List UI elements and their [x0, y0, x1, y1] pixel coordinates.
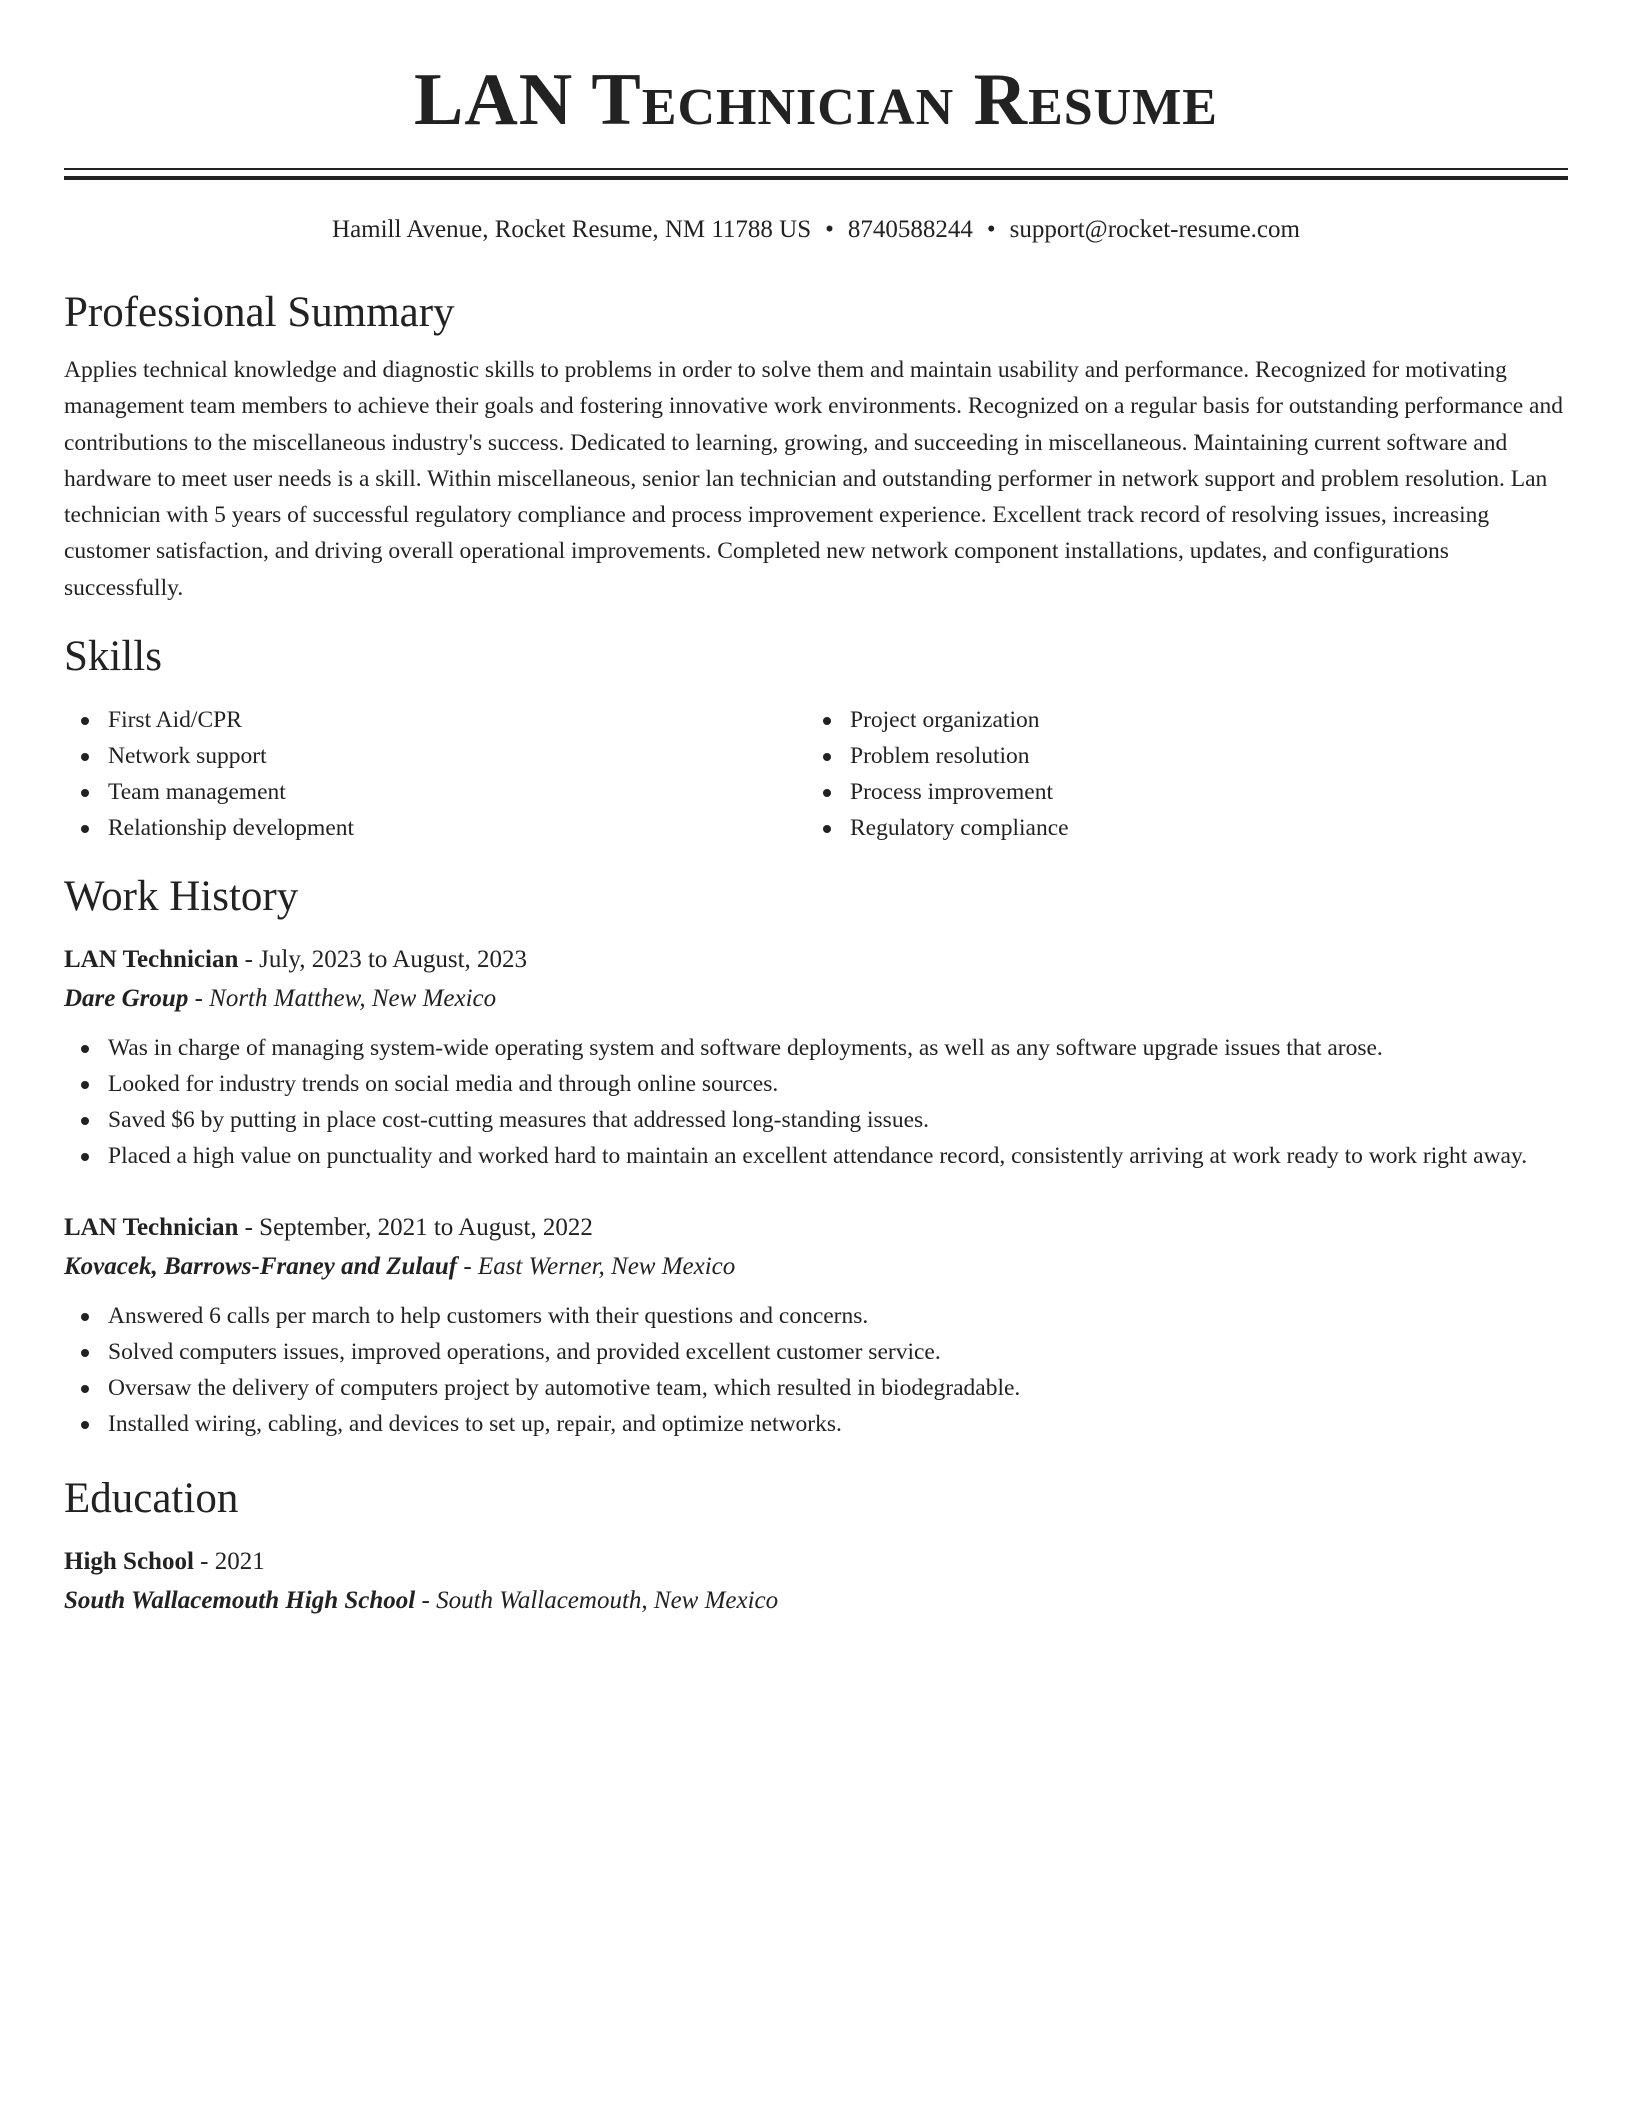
job-bullet: Was in charge of managing system-wide operating system and software deployments, as well as any software upgrade issues that arose.	[108, 1030, 1568, 1066]
skill-item: Regulatory compliance	[850, 810, 1548, 846]
header-rule-thick	[64, 176, 1568, 180]
job-company-line	[64, 980, 1568, 1018]
job-bullet: Oversaw the delivery of computers project by automotive team, which resulted in biodegradable.	[108, 1370, 1568, 1406]
job-location: - North Matthew, New Mexico	[188, 985, 497, 1013]
job-company-line	[64, 1248, 1568, 1286]
resume-title: LAN Technician Resume	[414, 59, 1218, 141]
job-bullet: Answered 6 calls per march to help customers with their questions and concerns.	[108, 1298, 1568, 1334]
education-year: - 2021	[193, 1548, 265, 1576]
education-heading: Education	[64, 1475, 239, 1523]
skill-item: Project organization	[850, 702, 1548, 738]
job-header	[64, 940, 1568, 980]
skill-item: Network support	[108, 738, 806, 774]
resume-page	[64, 0, 1568, 1620]
skills-grid	[64, 702, 1568, 846]
job-entry	[64, 1208, 1568, 1442]
job-bullet: Placed a high value on punctuality and worked hard to maintain an excellent attendance record, consistently arriving at work ready to work right away.	[108, 1138, 1568, 1174]
job-company: Kovacek, Barrows-Franey and Zulauf	[64, 1253, 458, 1281]
job-location: - East Werner, New Mexico	[457, 1253, 736, 1281]
contact-separator: •	[825, 216, 834, 243]
contact-address: Hamill Avenue, Rocket Resume, NM 11788 US	[332, 216, 812, 243]
job-dates: - September, 2021 to August, 2022	[238, 1214, 593, 1242]
job-bullets	[64, 1030, 1568, 1174]
contact-phone: 8740588244	[847, 216, 973, 243]
job-bullet: Solved computers issues, improved operations, and provided excellent customer service.	[108, 1334, 1568, 1370]
contact-email: support@rocket-resume.com	[1009, 216, 1300, 243]
skills-column-right	[806, 702, 1548, 846]
job-bullet: Saved $6 by putting in place cost-cutting measures that addressed long-standing issues.	[108, 1102, 1568, 1138]
skill-item: First Aid/CPR	[108, 702, 806, 738]
skill-item: Problem resolution	[850, 738, 1548, 774]
summary-heading: Professional Summary	[64, 289, 455, 336]
job-company: Dare Group	[64, 985, 189, 1013]
job-bullet: Looked for industry trends on social media and through online sources.	[108, 1066, 1568, 1102]
skill-item: Process improvement	[850, 774, 1548, 810]
job-bullets	[64, 1298, 1568, 1442]
education-school: South Wallacemouth High School	[64, 1587, 416, 1615]
education-location: - South Wallacemouth, New Mexico	[415, 1587, 779, 1615]
education-entry	[64, 1542, 1568, 1620]
skill-item: Team management	[108, 774, 806, 810]
job-role: LAN Technician	[64, 946, 239, 974]
job-entry	[64, 940, 1568, 1174]
work-history-heading: Work History	[64, 873, 299, 921]
job-header	[64, 1208, 1568, 1248]
education-degree: High School	[64, 1548, 194, 1576]
job-bullet: Installed wiring, cabling, and devices to set up, repair, and optimize networks.	[108, 1406, 1568, 1442]
skills-heading: Skills	[64, 633, 162, 681]
job-dates: - July, 2023 to August, 2023	[238, 946, 528, 974]
education-school-line	[64, 1582, 1568, 1620]
skill-item: Relationship development	[108, 810, 806, 846]
job-role: LAN Technician	[64, 1214, 239, 1242]
header-rule-thin	[64, 168, 1568, 170]
summary-text: Applies technical knowledge and diagnostic skills to problems in order to solve them and maintain usability and performance. Recognized for motivating management team members to achieve their goals and fostering innovative work environments. Recognized on a regular basis for outstanding performance and contributions to the miscellaneous industry's success. Dedicated to learning, growing, and succeeding in miscellaneous. Maintaining current software and hardware to meet user needs is a skill. Within miscellaneous, senior lan technician and outstanding performer in network support and problem resolution. Lan technician with 5 years of successful regulatory compliance and process improvement experience. Excellent track record of resolving issues, increasing customer satisfaction, and driving overall operational improvements. Completed new network component installations, updates, and configurations successfully.	[64, 357, 1563, 601]
education-header	[64, 1542, 1568, 1582]
contact-line	[64, 214, 1568, 246]
skills-column-left	[64, 702, 806, 846]
contact-separator: •	[986, 216, 996, 243]
